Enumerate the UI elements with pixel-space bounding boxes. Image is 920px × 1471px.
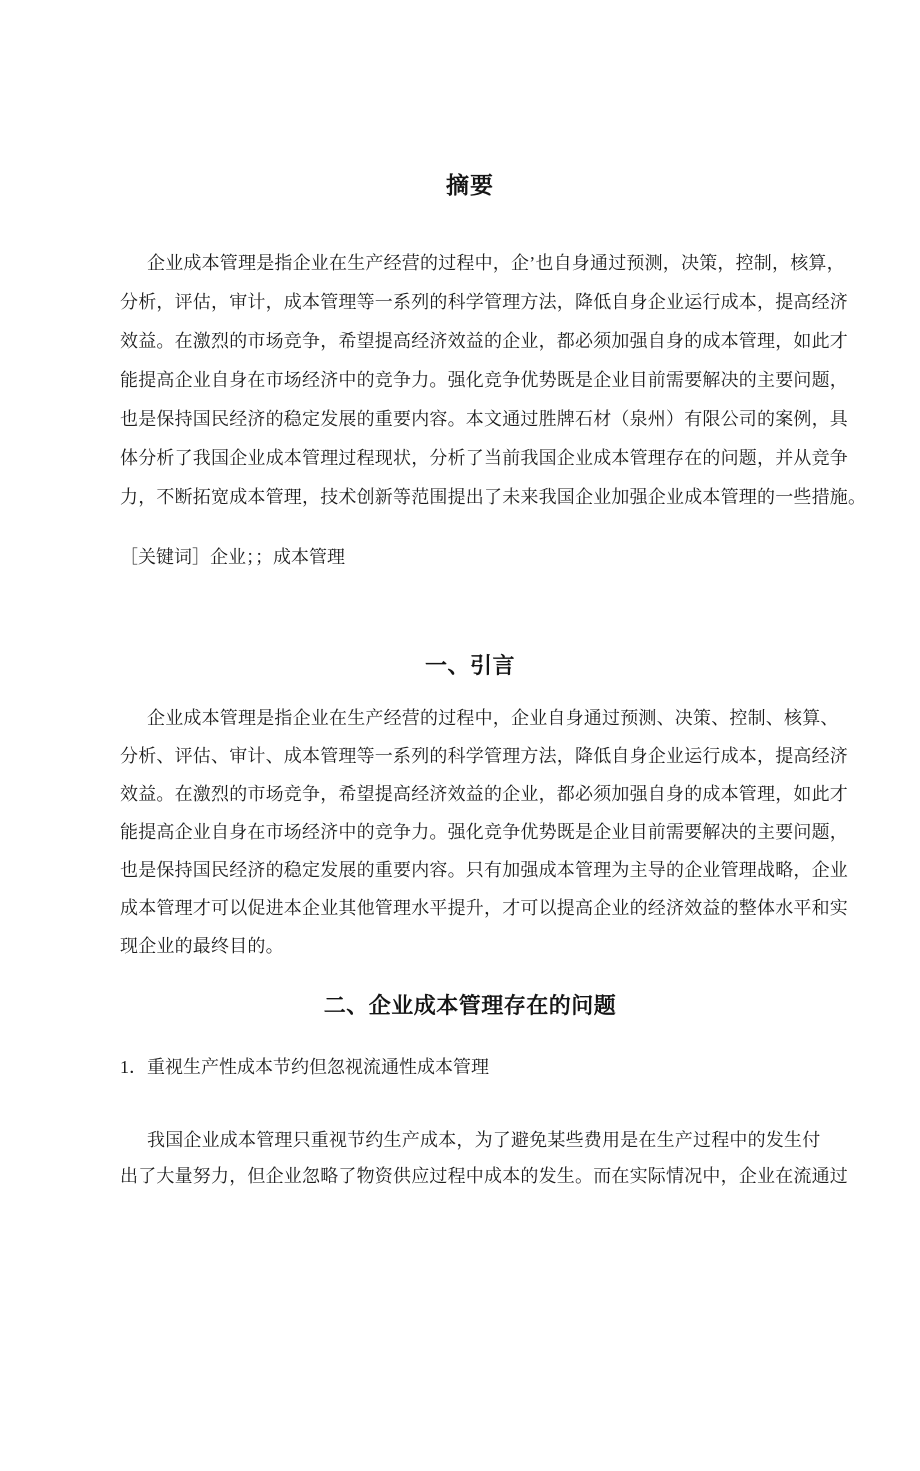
paragraph-line: 效益。在激烈的市场竞争，希望提高经济效益的企业，都必须加强自身的成本管理，如此才 [120, 331, 848, 351]
paragraph-line: 效益。在激烈的市场竞争，希望提高经济效益的企业，都必须加强自身的成本管理，如此才 [120, 784, 848, 804]
abstract-title: 摘要 [446, 172, 494, 198]
introduction-paragraph [120, 699, 848, 965]
paragraph-line: 能提高企业自身在市场经济中的竞争力。强化竞争优势既是企业目前需要解决的主要问题， [120, 370, 848, 390]
paragraph-line: 也是保持国民经济的稳定发展的重要内容。只有加强成本管理为主导的企业管理战略，企业 [120, 860, 848, 880]
paragraph-line: 力，不断拓宽成本管理，技术创新等范围提出了未来我国企业加强企业成本管理的一些措施。 [120, 487, 867, 507]
paragraph-line: 分析、评估、审计、成本管理等一系列的科学管理方法，降低自身企业运行成本，提高经济 [120, 746, 848, 766]
section-heading-introduction: 一、引言 [424, 653, 515, 678]
paragraph-line: 也是保持国民经济的稳定发展的重要内容。本文通过胜牌石材（泉州）有限公司的案例，具 [120, 409, 848, 429]
paragraph-line: 出了大量努力，但企业忽略了物资供应过程中成本的发生。而在实际情况中，企业在流通过 [120, 1166, 848, 1186]
subsection-heading: 1．重视生产性成本节约但忽视流通性成本管理 [120, 1057, 489, 1077]
paragraph-line: 我国企业成本管理只重视节约生产成本，为了避免某些费用是在生产过程中的发生付 [147, 1130, 821, 1150]
paragraph-line: 企业成本管理是指企业在生产经营的过程中，企’也自身通过预测，决策，控制，核算， [147, 253, 845, 273]
document-page [0, 170, 920, 1471]
paragraph-line: 能提高企业自身在市场经济中的竞争力。强化竞争优势既是企业目前需要解决的主要问题， [120, 822, 848, 842]
abstract-paragraph [120, 244, 867, 517]
keywords-line: ［关键词］企业；；成本管理 [120, 547, 345, 567]
paragraph-line: 成本管理才可以促进本企业其他管理水平提升，才可以提高企业的经济效益的整体水平和实 [120, 898, 848, 918]
paragraph-line: 现企业的最终目的。 [120, 936, 284, 956]
section-heading-problems: 二、企业成本管理存在的问题 [323, 993, 617, 1018]
paragraph-line: 企业成本管理是指企业在生产经营的过程中，企业自身通过预测、决策、控制、核算、 [147, 708, 839, 728]
paragraph-line: 体分析了我国企业成本管理过程现状，分析了当前我国企业成本管理存在的问题，并从竞争 [120, 448, 848, 468]
paragraph-line: 分析，评估，审计，成本管理等一系列的科学管理方法，降低自身企业运行成本，提高经济 [120, 292, 848, 312]
body-paragraph [120, 1122, 848, 1194]
